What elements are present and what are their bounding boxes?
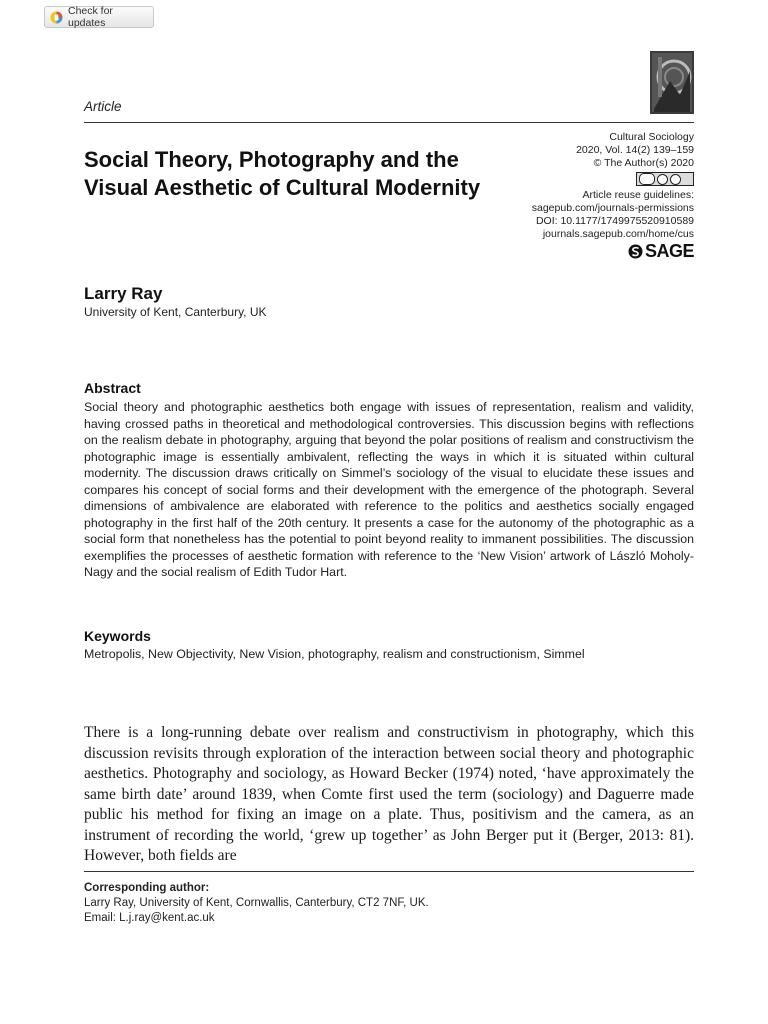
creative-commons-license-icon[interactable] <box>636 172 694 186</box>
author-affiliation: University of Kent, Canterbury, UK <box>84 305 267 319</box>
check-for-updates-label: Check for updates <box>68 5 113 29</box>
doi-text[interactable]: DOI: 10.1177/1749975520910589 <box>535 215 694 227</box>
journal-volume: 2020, Vol. 14(2) 139–159 <box>576 144 694 156</box>
body-paragraph: There is a long-running debate over realism and constructivism in photography, which this discussion revisits through exploration of the interaction between social theory and photographic aesthetics. Photography and sociology, as Howard Becker (1974) noted, ‘have approximately the same birth date’ around 1839, when Comte first used the term (sociology) and Daguerre made public his method for fixing an image on a plate. Thus, positivism and the camera, as an instrument of recording the world, ‘grew up together’ as John Berger put it (Berger, 2013: 81). However, both fields are <box>84 724 694 864</box>
copyright-notice: © The Author(s) 2020 <box>593 157 694 169</box>
journal-name: Cultural Sociology <box>609 131 694 143</box>
header-divider <box>84 122 694 123</box>
article-title: Social Theory, Photography and the Visual Aesthetic of Cultural Modernity <box>84 147 481 200</box>
corresponding-author-heading: Corresponding author: <box>84 882 210 894</box>
corresponding-author-block <box>84 881 429 926</box>
corresponding-author-email[interactable]: Email: L.j.ray@kent.ac.uk <box>84 912 215 924</box>
journal-metadata <box>532 131 694 263</box>
crossmark-icon <box>50 11 63 24</box>
keywords-list: Metropolis, New Objectivity, New Vision, photography, realism and constructionism, Simmel <box>84 647 585 661</box>
journal-homepage-link[interactable]: journals.sagepub.com/home/cus <box>542 228 694 240</box>
footnote-divider <box>84 871 694 872</box>
article-type-label: Article <box>84 99 122 114</box>
sage-logo <box>628 241 694 261</box>
corresponding-author-address: Larry Ray, University of Kent, Cornwallis, Canterbury, CT2 7NF, UK. <box>84 897 429 909</box>
sage-logo-text: SAGE <box>644 241 694 261</box>
abstract-text: Social theory and photographic aesthetics both engage with issues of representation, realism and validity, having crossed paths in theoretical and methodological controversies. This discussion begins with reflections on the realism debate in photography, arguing that beyond the polar positions of realism and constructivism the photographic image is essentially ambivalent, reflecting the ways in which it is situated within cultural modernity. The discussion draws critically on Simmel’s sociology of the visual to elucidate these issues and compares his concept of social forms and their development with the emergence of the photograph. Several dimensions of ambivalence are elaborated with reference to the politics and aesthetics socially engaged photography in the first half of the 20th century. It presents a case for the autonomy of the photographic as a social form that nonetheless has the potential to point beyond reality to immanent possibilities. The discussion exemplifies the processes of aesthetic formation with reference to the ‘New Vision’ artwork of László Moholy-Nagy and the social realism of Edith Tudor Hart. <box>84 400 694 579</box>
permissions-link[interactable]: sagepub.com/journals-permissions <box>531 202 694 214</box>
check-for-updates-button[interactable] <box>44 6 154 28</box>
author-name: Larry Ray <box>84 284 163 303</box>
keywords-heading: Keywords <box>84 628 151 644</box>
reuse-guidelines-label: Article reuse guidelines: <box>582 189 694 201</box>
sage-emblem-icon <box>628 244 643 259</box>
abstract-heading: Abstract <box>84 380 141 396</box>
journal-cover-thumbnail <box>650 51 694 114</box>
